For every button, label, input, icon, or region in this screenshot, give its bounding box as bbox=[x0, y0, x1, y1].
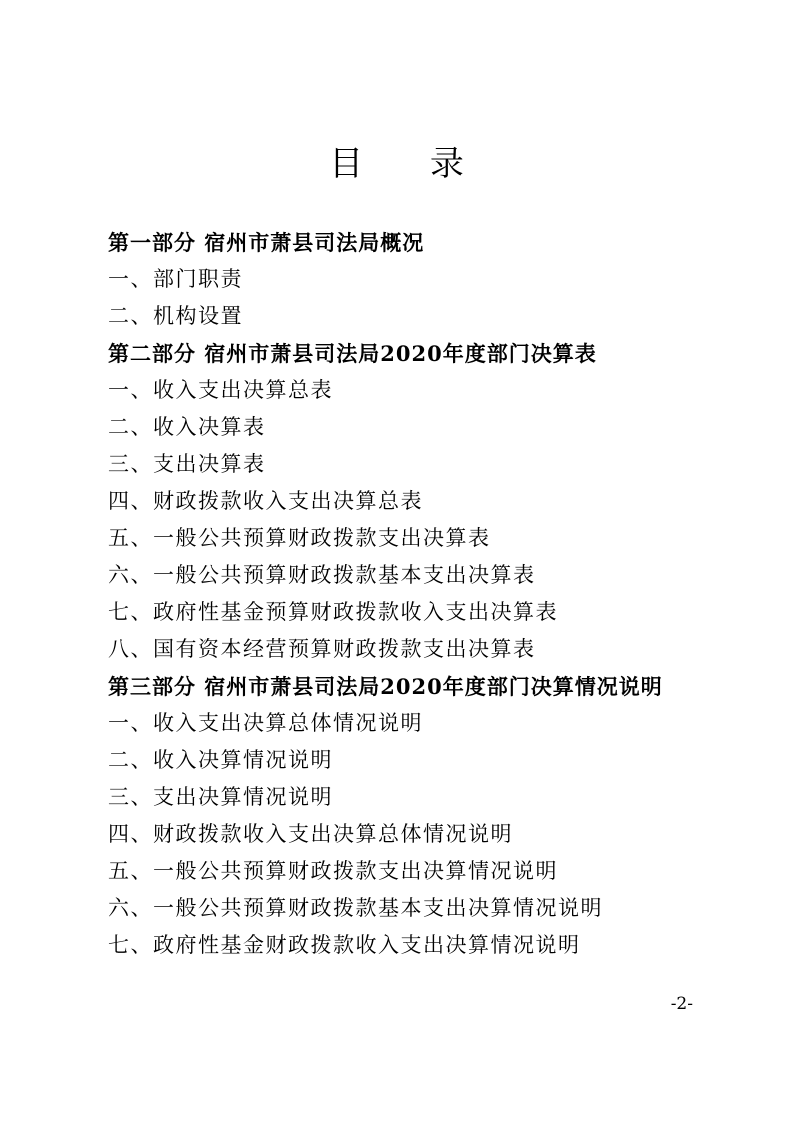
toc-section-3: 第三部分 宿州市萧县司法局2020年度部门决算情况说明 bbox=[108, 674, 663, 699]
page-number: -2- bbox=[670, 994, 693, 1014]
toc-item: 四、财政拨款收入支出决算总体情况说明 bbox=[108, 822, 513, 846]
toc-item: 三、支出决算表 bbox=[108, 452, 266, 476]
toc-item: 五、一般公共预算财政拨款支出决算表 bbox=[108, 526, 491, 550]
toc-item: 二、机构设置 bbox=[108, 304, 243, 328]
toc-item: 七、政府性基金财政拨款收入支出决算情况说明 bbox=[108, 933, 581, 957]
toc-item: 七、政府性基金预算财政拨款收入支出决算表 bbox=[108, 600, 558, 624]
page-title: 目 录 bbox=[329, 144, 492, 184]
toc-item: 二、收入决算表 bbox=[108, 415, 266, 439]
toc-item: 一、收入支出决算总表 bbox=[108, 378, 333, 402]
toc-item: 二、收入决算情况说明 bbox=[108, 748, 333, 772]
toc-item: 六、一般公共预算财政拨款基本支出决算表 bbox=[108, 563, 536, 587]
toc-item: 五、一般公共预算财政拨款支出决算情况说明 bbox=[108, 859, 558, 883]
toc-section-2: 第二部分 宿州市萧县司法局2020年度部门决算表 bbox=[108, 341, 597, 366]
toc-item: 一、收入支出决算总体情况说明 bbox=[108, 711, 423, 735]
toc-item: 六、一般公共预算财政拨款基本支出决算情况说明 bbox=[108, 896, 603, 920]
table-of-contents bbox=[108, 224, 700, 964]
toc-section-1: 第一部分 宿州市萧县司法局概况 bbox=[108, 230, 425, 255]
toc-item: 八、国有资本经营预算财政拨款支出决算表 bbox=[108, 637, 536, 661]
toc-item: 四、财政拨款收入支出决算总表 bbox=[108, 489, 423, 513]
toc-item: 三、支出决算情况说明 bbox=[108, 785, 333, 809]
toc-item: 一、部门职责 bbox=[108, 267, 243, 291]
